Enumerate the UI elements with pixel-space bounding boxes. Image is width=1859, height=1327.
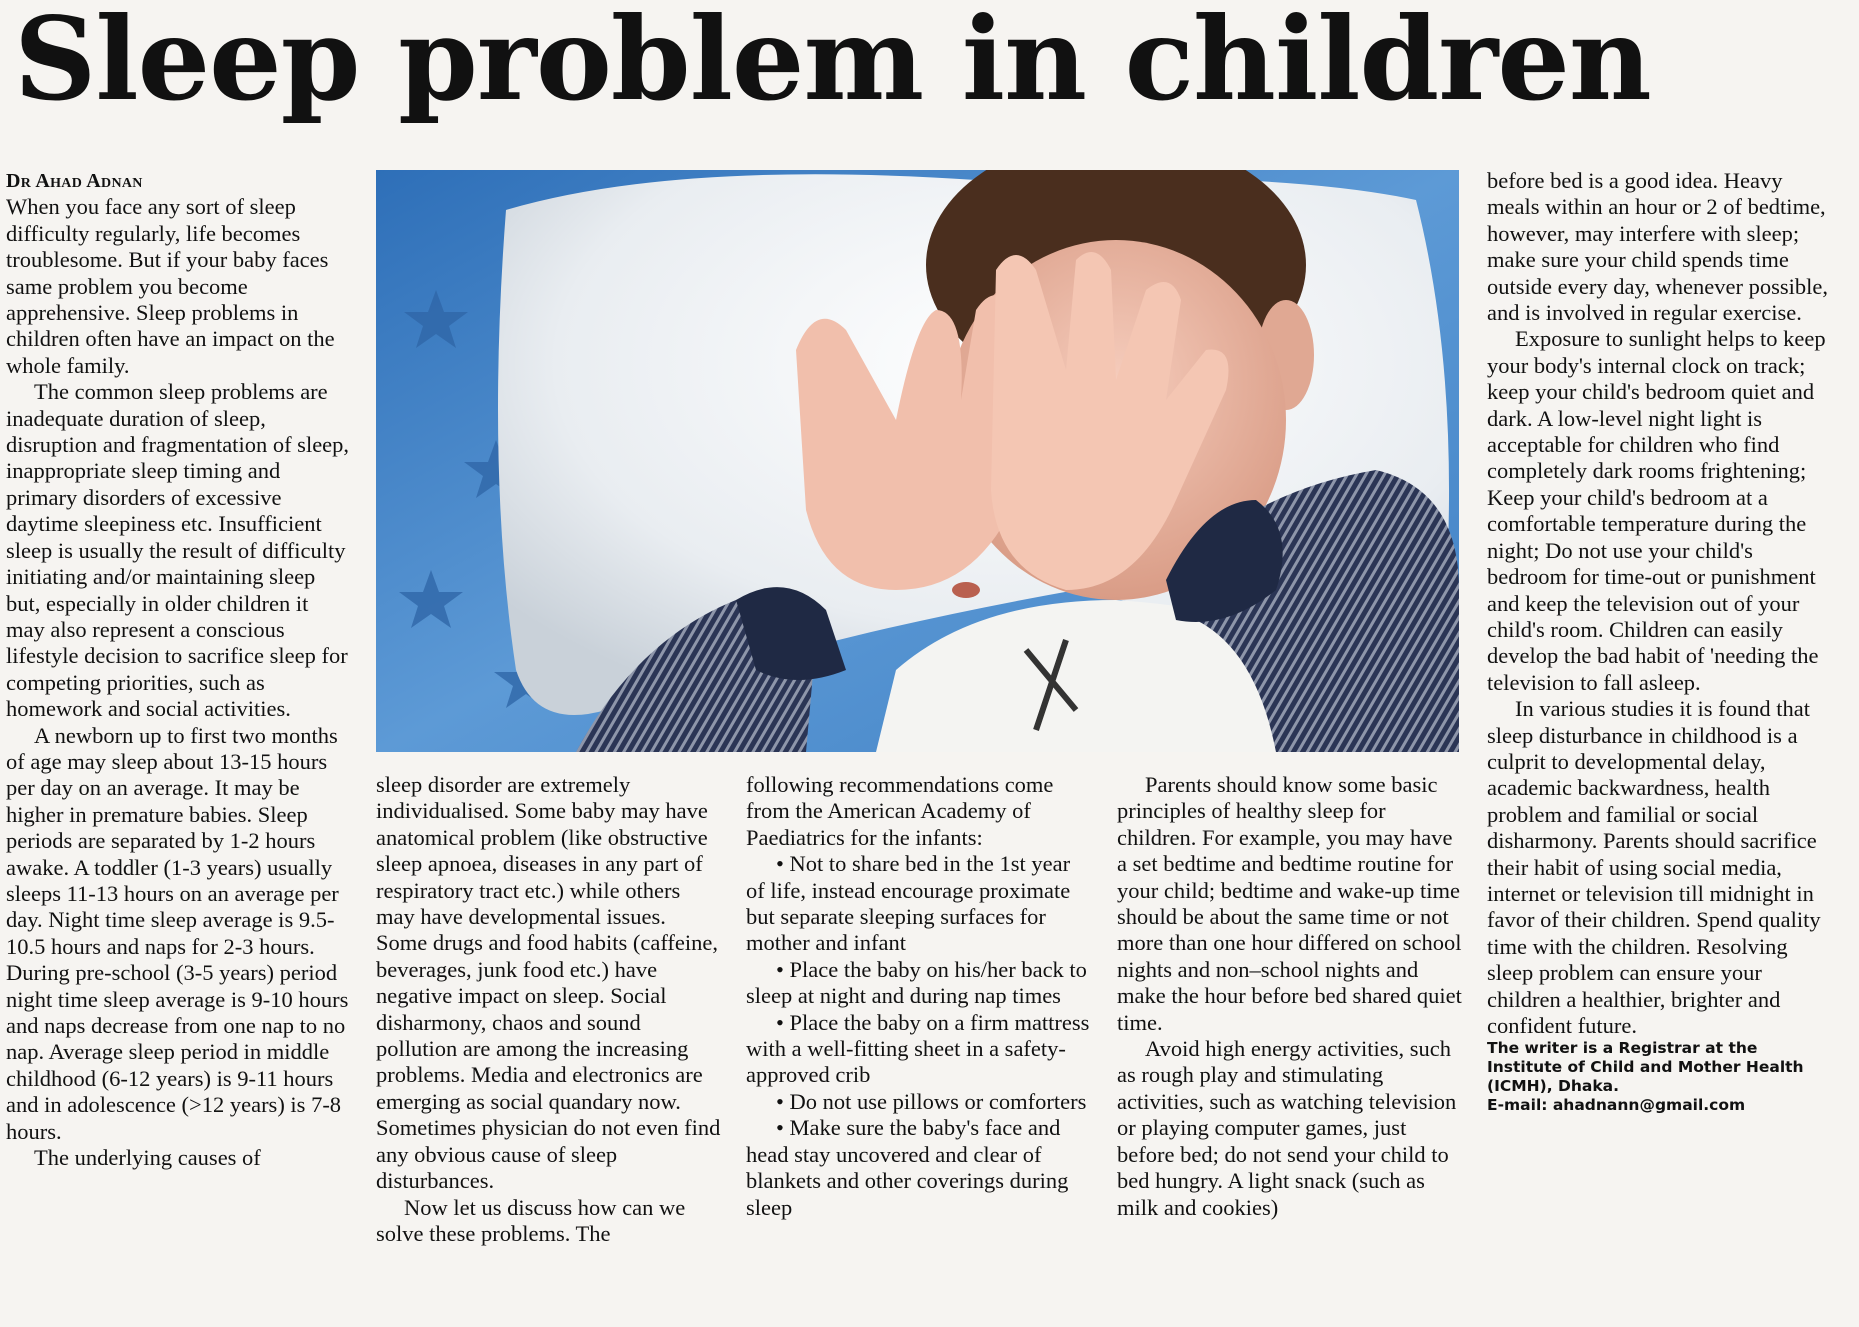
author-credit-text: The writer is a Registrar at the Institute of Child and Mother Health (ICMH), Dhaka. <box>1487 1039 1804 1096</box>
paragraph: In various studies it is found that sleep disturbance in childhood is a culprit to developmental delay, academic backwardness, health problem and familial or social disharmony. Parents should sacrifice their habit of using social media, internet or television till midnight in favor of their children. Spend quality time with the children. Resolving sleep problem can ensure your children a healthier, brighter and confident future. <box>1487 696 1821 1038</box>
paragraph: When you face any sort of sleep difficulty regularly, life becomes troublesome. But if your baby faces same problem you become apprehensive. Sleep problems in children often have an impact on the whole family. <box>6 194 335 378</box>
list-item-text: Make sure the baby's face and head stay uncovered and clear of blankets and other coverings during sleep <box>746 1115 1069 1220</box>
article-column-5 <box>1487 168 1833 1115</box>
paragraph: A newborn up to first two months of age may sleep about 13-15 hours per day on an average. It may be higher in premature babies. Sleep periods are separated by 1-2 hours awake. A toddler (1-3 years) usually sleeps 11-13 hours on an average per day. Night time sleep average is 9.5-10.5 hours and naps for 2-3 hours. During pre-school (3-5 years) period night time sleep average is 9-10 hours and naps decrease from one nap to no nap. Average sleep period in middle childhood (6-12 years) is 9-11 hours and in adolescence (>12 years) is 7-8 hours. <box>6 722 349 1144</box>
paragraph: Avoid high energy activities, such as rough play and stimulating activities, such as watching television or playing computer games, just before bed; do not send your child to bed hungry. A light snack (such as milk and cookies) <box>1117 1036 1457 1220</box>
author-credit <box>1487 1039 1833 1115</box>
paragraph: following recommendations come from the American Academy of Paediatrics for the infants: <box>746 772 1054 850</box>
article-column-2 <box>376 772 722 1247</box>
article-column-3 <box>746 772 1092 1221</box>
author-email: E-mail: ahadnann@gmail.com <box>1487 1096 1746 1115</box>
list-item: • Place the baby on his/her back to sleep at night and during nap times <box>746 956 1087 1009</box>
paragraph: The common sleep problems are inadequate duration of sleep, disruption and fragmentation of sleep, inappropriate sleep timing and primary disorders of excessive daytime sleepiness etc. Insufficient sleep is usually the result of difficulty initiating and/or maintaining sleep but, especially in older children it may also represent a conscious lifestyle decision to sacrifice sleep for competing priorities, such as homework and social activities. <box>6 379 350 722</box>
list-item: • Not to share bed in the 1st year of life, instead encourage proximate but separate sleeping surfaces for mother and infant <box>746 851 1071 956</box>
list-item-text: Not to share bed in the 1st year of life, instead encourage proximate but separate sleeping surfaces for mother and infant <box>746 851 1071 956</box>
child-covering-face-icon <box>376 170 1459 752</box>
list-item: • Place the baby on a firm mattress with a well-fitting sheet in a safety-approved crib <box>746 1009 1090 1088</box>
article-column-4 <box>1117 772 1463 1221</box>
paragraph: sleep disorder are extremely individualised. Some baby may have anatomical problem (like obstructive sleep apnoea, diseases in any part of respiratory tract etc.) while others may have developmental issues. Some drugs and food habits (caffeine, beverages, junk food etc.) have negative impact on sleep. Social disharmony, chaos and sound pollution are among the increasing problems. Media and electronics are emerging as social quandary now. Sometimes physician do not even find any obvious cause of sleep disturbances. <box>376 772 721 1194</box>
list-item-text: Place the baby on a firm mattress with a well-fitting sheet in a safety-approved crib <box>746 1009 1090 1088</box>
byline: Dr Ahad Adnan <box>6 170 143 192</box>
list-item: • Make sure the baby's face and head stay uncovered and clear of blankets and other coverings during sleep <box>746 1115 1069 1220</box>
list-item-text: Do not use pillows or comforters <box>789 1088 1087 1114</box>
paragraph: Exposure to sunlight helps to keep your body's internal clock on track; keep your child's bedroom quiet and dark. A low-level night light is acceptable for children who find completely dark rooms frightening; Keep your child's bedroom at a comfortable temperature during the night; Do not use your child's bedroom for time-out or punishment and keep the television out of your child's room. Children can easily develop the bad habit of 'needing the television to fall asleep. <box>1487 326 1826 695</box>
child-covering-face-photo <box>376 170 1459 752</box>
headline: Sleep problem in children <box>14 0 1651 126</box>
list-item: • Do not use pillows or comforters <box>776 1088 1087 1114</box>
paragraph: Now let us discuss how can we solve these problems. The <box>376 1194 686 1246</box>
paragraph: The underlying causes of <box>34 1145 261 1171</box>
article-column-1 <box>6 168 352 1171</box>
list-item-text: Place the baby on his/her back to sleep at night and during nap times <box>746 956 1087 1009</box>
paragraph: Parents should know some basic principles of healthy sleep for children. For example, you may have a set bedtime and bedtime routine for your child; bedtime and wake-up time should be about the same time or not more than one hour differed on school nights and non–school nights and make the hour before bed shared quiet time. <box>1117 772 1462 1035</box>
paragraph: before bed is a good idea. Heavy meals within an hour or 2 of bedtime, however, may interfere with sleep; make sure your child spends time outside every day, whenever possible, and is involved in regular exercise. <box>1487 168 1828 326</box>
